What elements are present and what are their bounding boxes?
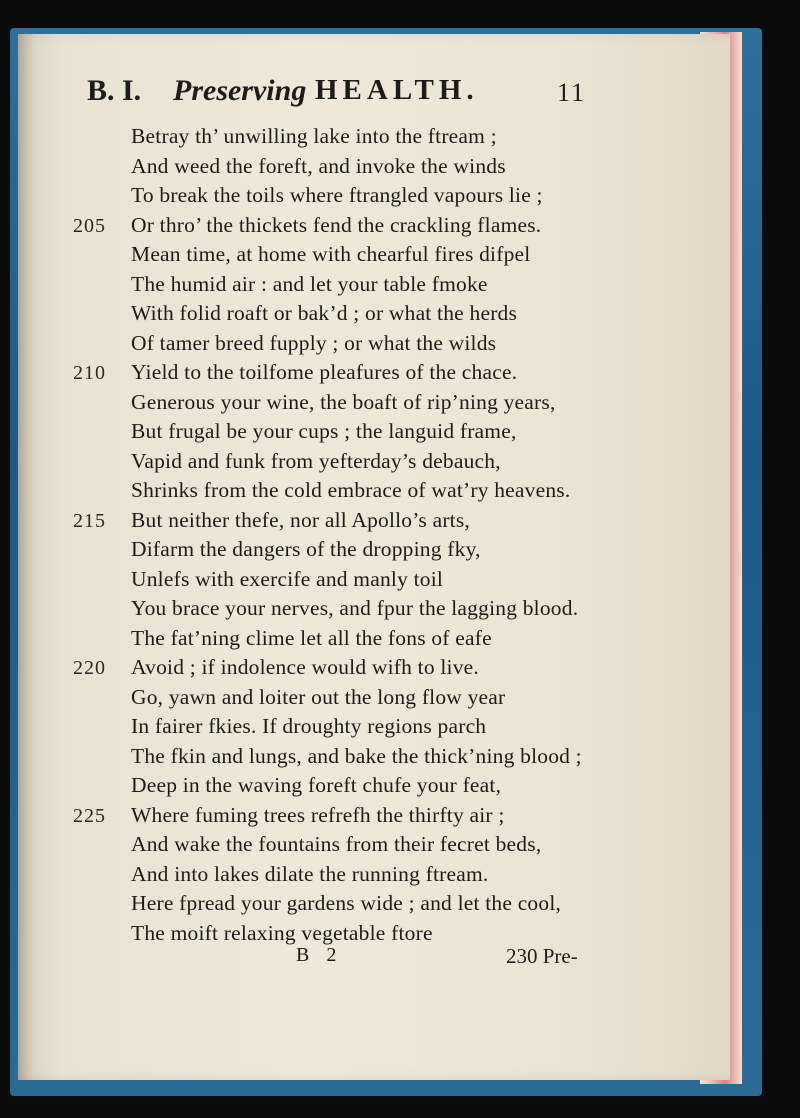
verse-line: Vapid and funk from yefterday’s debauch, [131,448,501,473]
verse-line: But neither thefe, nor all Apollo’s arts, [131,507,470,532]
page-number: 11 [557,78,587,107]
verse-line: In fairer fkies. If droughty regions parch [131,714,487,738]
verse-line: Mean time, at home with chearful fires difpel [131,242,531,266]
verse-line: Shrinks from the cold embrace of wat’ry heavens. [131,478,571,502]
line-number: 210 [73,362,106,384]
verse-line: And wake the fountains from their fecret beds, [131,832,542,856]
line-number: 205 [73,214,106,237]
section-title: Preserving [173,74,307,107]
verse-line: Difarm the dangers of the dropping fky, [131,537,481,561]
verse-line: Yield to the toilfome pleafures of the chace. [131,360,518,384]
verse-line: With folid roaft or bak’d ; or what the herds [131,301,518,325]
verse-line: Unlefs with exercife and manly toil [131,566,444,591]
verse-line: And into lakes dilate the running ftream. [131,861,489,886]
signature-mark: B 2 [296,944,343,966]
header-title: HEALTH. [315,74,479,106]
line-number: 220 [73,657,106,679]
line-number: 225 [73,804,106,827]
verse-line: Go, yawn and loiter out the long flow year [131,684,506,709]
verse-line: Here fpread your gardens wide ; and let the cool, [131,891,562,915]
verse-line: The moift relaxing vegetable ftore [131,920,433,945]
verse-line: And weed the foreft, and invoke the winds [131,153,506,178]
running-header [87,70,607,110]
verse-line: Betray th’ unwilling lake into the ftream ; [131,124,497,148]
book-number: B. I. [87,74,142,107]
verse-line: But frugal be your cups ; the languid frame, [131,419,517,443]
verse-line: Where fuming trees refrefh the thirfty air ; [131,802,505,827]
verse-line: Avoid ; if indolence would wifh to live. [131,655,479,679]
verse-line: The fat’ning clime let all the fons of eafe [131,625,492,650]
verse-line: Generous your wine, the boaft of rip’ning years, [131,389,556,414]
verse-line: To break the toils where ftrangled vapours lie ; [131,183,543,207]
verse-line: Deep in the waving foreft chufe your feat, [131,773,502,797]
verse-line: Of tamer breed fupply ; or what the wilds [131,330,497,355]
line-number: 215 [73,509,106,532]
verse-line: The humid air : and let your table fmoke [131,271,488,296]
verse-line: You brace your nerves, and fpur the lagging blood. [131,596,579,620]
catchword: 230 Pre- [506,944,578,968]
verse-line: The fkin and lungs, and bake the thick’ning blood ; [131,743,582,768]
verse-line: Or thro’ the thickets fend the crackling flames. [131,212,542,237]
